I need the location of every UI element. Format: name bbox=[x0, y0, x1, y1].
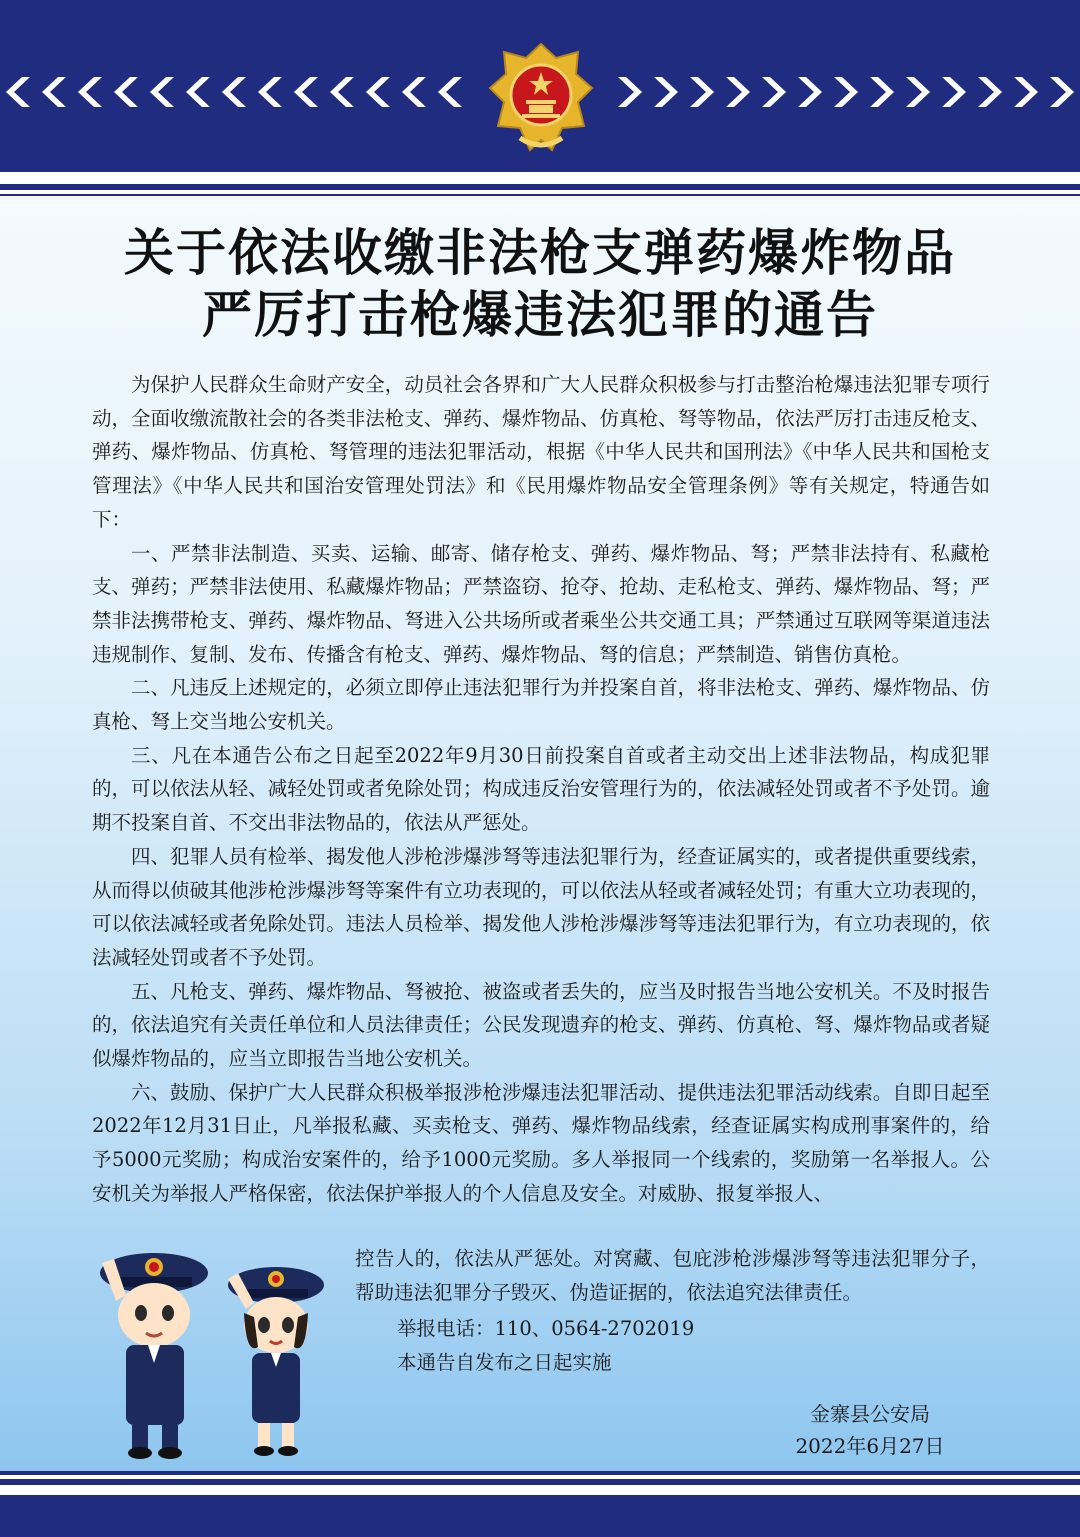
clause-6: 六、鼓励、保护广大人民群众积极举报涉枪涉爆违法犯罪活动、提供违法犯罪活动线索。自即日起至2022年12月31日止，凡举报私藏、买卖枪支、弹药、爆炸物品线索，经查证属实构成刑事案件的，给予5000元奖励；构成治安案件的，给予1000元奖励。多人举报同一个线索的，奖励第一名举报人。公安机关为举报人严格保密，依法保护举报人的个人信息及安全。对威胁、报复举报人、 bbox=[92, 1080, 990, 1205]
signature-block bbox=[760, 1398, 980, 1462]
title-line-1: 关于依法收缴非法枪支弹药爆炸物品 bbox=[124, 224, 956, 282]
banner-stripe bbox=[0, 172, 1080, 184]
hotline-text: 举报电话：110、0564-2702019 bbox=[397, 1317, 695, 1340]
title-line-2: 严厉打击枪爆违法犯罪的通告 bbox=[202, 286, 878, 344]
banner-stripe-thin bbox=[0, 190, 1080, 194]
clause-1: 一、严禁非法制造、买卖、运输、邮寄、储存枪支、弹药、爆炸物品、弩；严禁非法持有、私藏枪支、弹药；严禁非法使用、私藏爆炸物品；严禁盗窃、抢夺、抢劫、走私枪支、弹药、爆炸物品、弩；严禁非法携带枪支、弹药、爆炸物品、弩进入公共场所或者乘坐公共交通工具；严禁通过互联网等渠道违法违规制作、复制、发布、传播含有枪支、弹药、爆炸物品、弩的信息；严禁制造、销售仿真枪。 bbox=[92, 541, 990, 666]
clause-2: 二、凡违反上述规定的，必须立即停止违法犯罪行为并投案自首，将非法枪支、弹药、爆炸物品、仿真枪、弩上交当地公安机关。 bbox=[92, 676, 990, 734]
issuer-name: 金寨县公安局 bbox=[810, 1402, 930, 1426]
top-banner bbox=[0, 0, 1080, 196]
issue-date: 2022年6月27日 bbox=[795, 1434, 945, 1458]
contact-info bbox=[397, 1312, 977, 1379]
police-mascots-illustration bbox=[96, 1243, 332, 1463]
clause-6-continued: 控告人的，依法从严惩处。对窝藏、包庇涉枪涉爆涉弩等违法犯罪分子，帮助违法犯罪分子毁灭、伪造证据的，依法追究法律责任。 bbox=[355, 1247, 990, 1304]
notice-body bbox=[92, 368, 990, 1211]
male-officer-figure bbox=[100, 1253, 208, 1459]
footer-stripe-thin bbox=[0, 1475, 1080, 1479]
effective-text: 本通告自发布之日起实施 bbox=[397, 1350, 612, 1374]
clause-4: 四、犯罪人员有检举、揭发他人涉枪涉爆涉弩等违法犯罪行为，经查证属实的，或者提供重要线索，从而得以侦破其他涉枪涉爆涉弩等案件有立功表现的，可以依法从轻或者减轻处罚；有重大立功表现的，可以依法减轻或者免除处罚。违法人员检举、揭发他人涉枪涉爆涉弩等违法犯罪行为，有立功表现的，依法减轻处罚或者不予处罚。 bbox=[92, 844, 990, 969]
notice-title bbox=[0, 222, 1080, 346]
bottom-banner bbox=[0, 1471, 1080, 1537]
preamble-paragraph: 为保护人民群众生命财产安全，动员社会各界和广大人民群众积极参与打击整治枪爆违法犯罪专项行动，全面收缴流散社会的各类非法枪支、弹药、爆炸物品、仿真枪、弩等物品，依法严厉打击违反枪支、弹药、爆炸物品、仿真枪、弩管理的违法犯罪活动，根据《中华人民共和国刑法》《中华人民共和国枪支管理法》《中华人民共和国治安管理处罚法》和《民用爆炸物品安全管理条例》等有关规定，特通告如下： bbox=[92, 373, 990, 531]
female-officer-figure bbox=[228, 1267, 324, 1456]
police-emblem-icon bbox=[486, 40, 596, 158]
footer-stripe bbox=[0, 1485, 1080, 1495]
chevron-pattern-left bbox=[0, 75, 470, 109]
clause-5: 五、凡枪支、弹药、爆炸物品、弩被抢、被盗或者丢失的，应当及时报告当地公安机关。不及时报告的，依法追究有关责任单位和人员法律责任；公民发现遗弃的枪支、弹药、仿真枪、弩、爆炸物品或者疑似爆炸物品的，应当立即报告当地公安机关。 bbox=[92, 979, 990, 1071]
clause-3: 三、凡在本通告公布之日起至2022年9月30日前投案自首或者主动交出上述非法物品，构成犯罪的，可以依法从轻、减轻处罚或者免除处罚；构成违反治安管理行为的，依法减轻处罚或者不予处罚。逾期不投案自首、不交出非法物品的，依法从严惩处。 bbox=[92, 743, 990, 835]
chevron-pattern-right bbox=[612, 75, 1080, 109]
